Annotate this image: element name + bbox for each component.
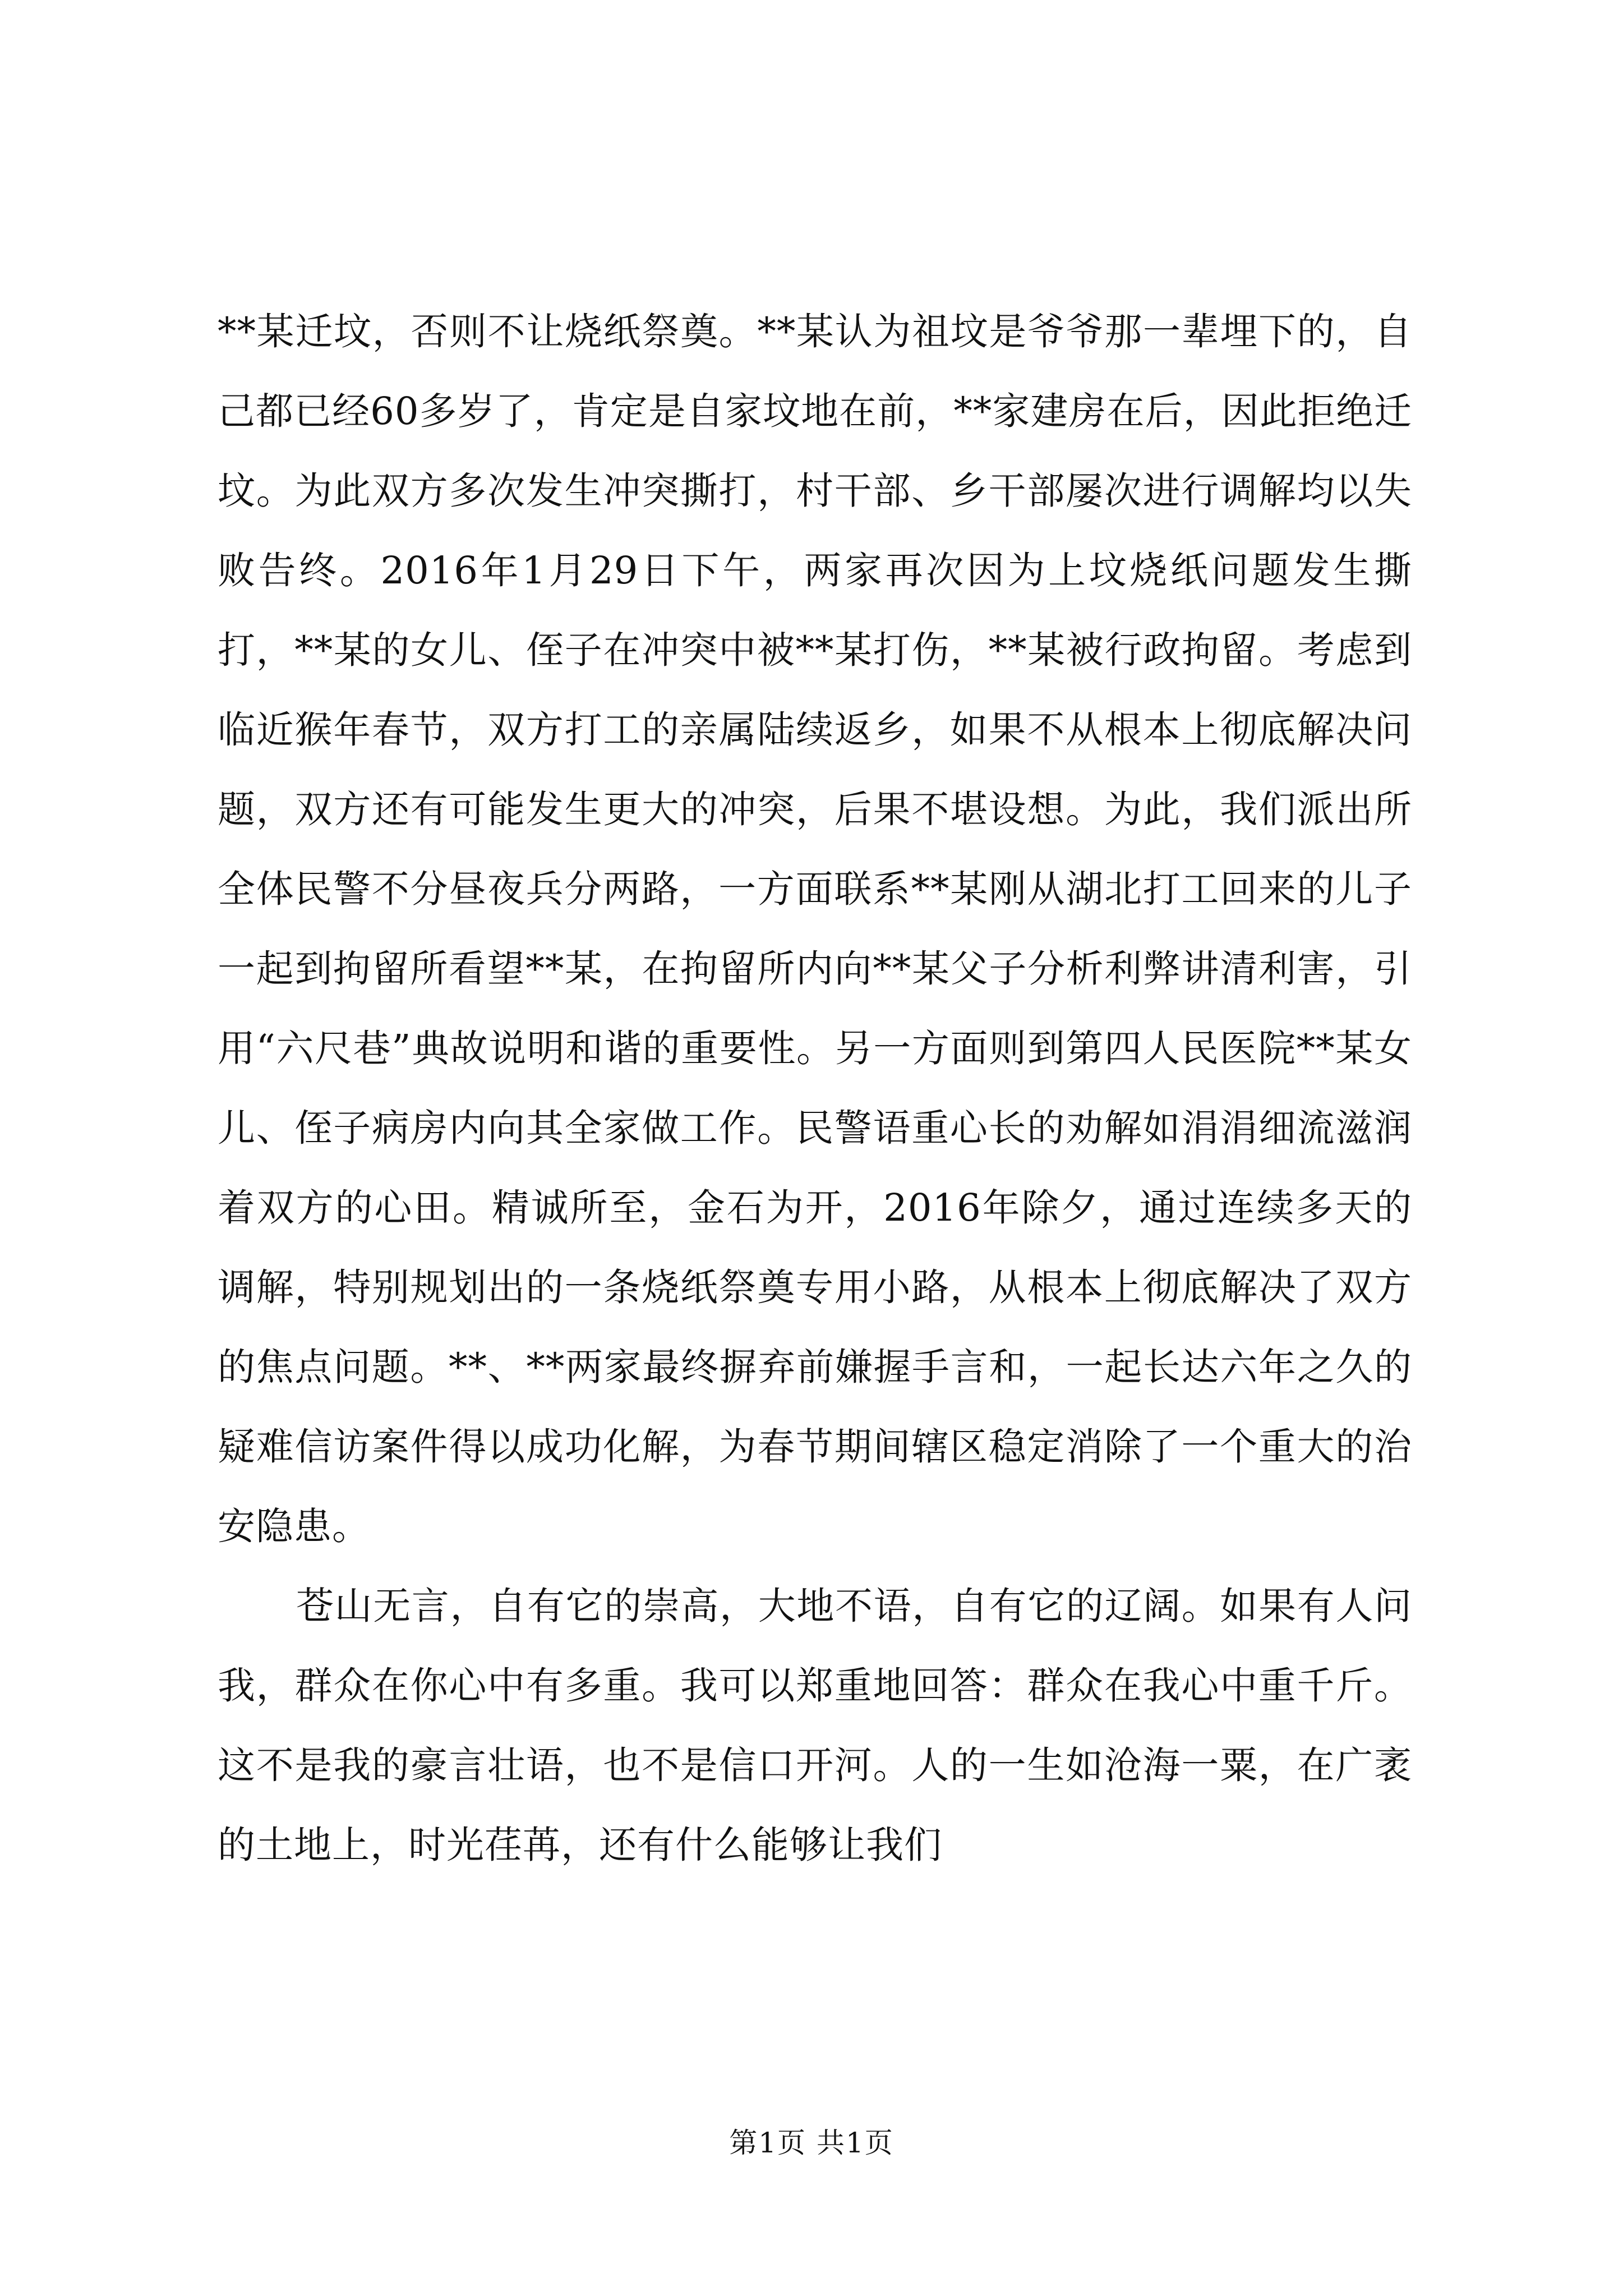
paragraph-1: **某迁坟，否则不让烧纸祭奠。**某认为祖坟是爷爷那一辈埋下的，自己都已经60多岁了，肯定是自家坟地在前，**家建房在后，因此拒绝迁坟。为此双方多次发生冲突撕打，村干部、乡干部屡次进行调解均以失败告终。2016年1月29日下午，两家再次因为上坟烧纸问题发生撕打，**某的女儿、侄子在冲突中被**某打伤，**某被行政拘留。考虑到临近猴年春节，双方打工的亲属陆续返乡，如果不从根本上彻底解决问题，双方还有可能发生更大的冲突，后果不堪设想。为此，我们派出所全体民警不分昼夜兵分两路，一方面联系**某刚从湖北打工回来的儿子一起到拘留所看望**某，在拘留所内向**某父子分析利弊讲清利害，引用“六尺巷”典故说明和谐的重要性。另一方面则到第四人民医院**某女儿、侄子病房内向其全家做工作。民警语重心长的劝解如涓涓细流滋润着双方的心田。精诚所至，金石为开，2016年除夕，通过连续多天的调解，特别规划出的一条烧纸祭奠专用小路，从根本上彻底解决了双方的焦点问题。**、**两家最终摒弃前嫌握手言和，一起长达六年之久的疑难信访案件得以成功化解，为春节期间辖区稳定消除了一个重大的治安隐患。 <box>218 310 1412 1548</box>
paragraph-2: 苍山无言，自有它的崇高，大地不语，自有它的辽阔。如果有人问我，群众在你心中有多重。我可以郑重地回答：群众在我心中重千斤。这不是我的豪言壮语，也不是信口开河。人的一生如沧海一粟，在广袤的土地上，时光荏苒，还有什么能够让我们 <box>218 1584 1412 1867</box>
page-footer: 第1页 共1页 <box>729 2127 894 2159</box>
document-body <box>218 292 1412 1885</box>
